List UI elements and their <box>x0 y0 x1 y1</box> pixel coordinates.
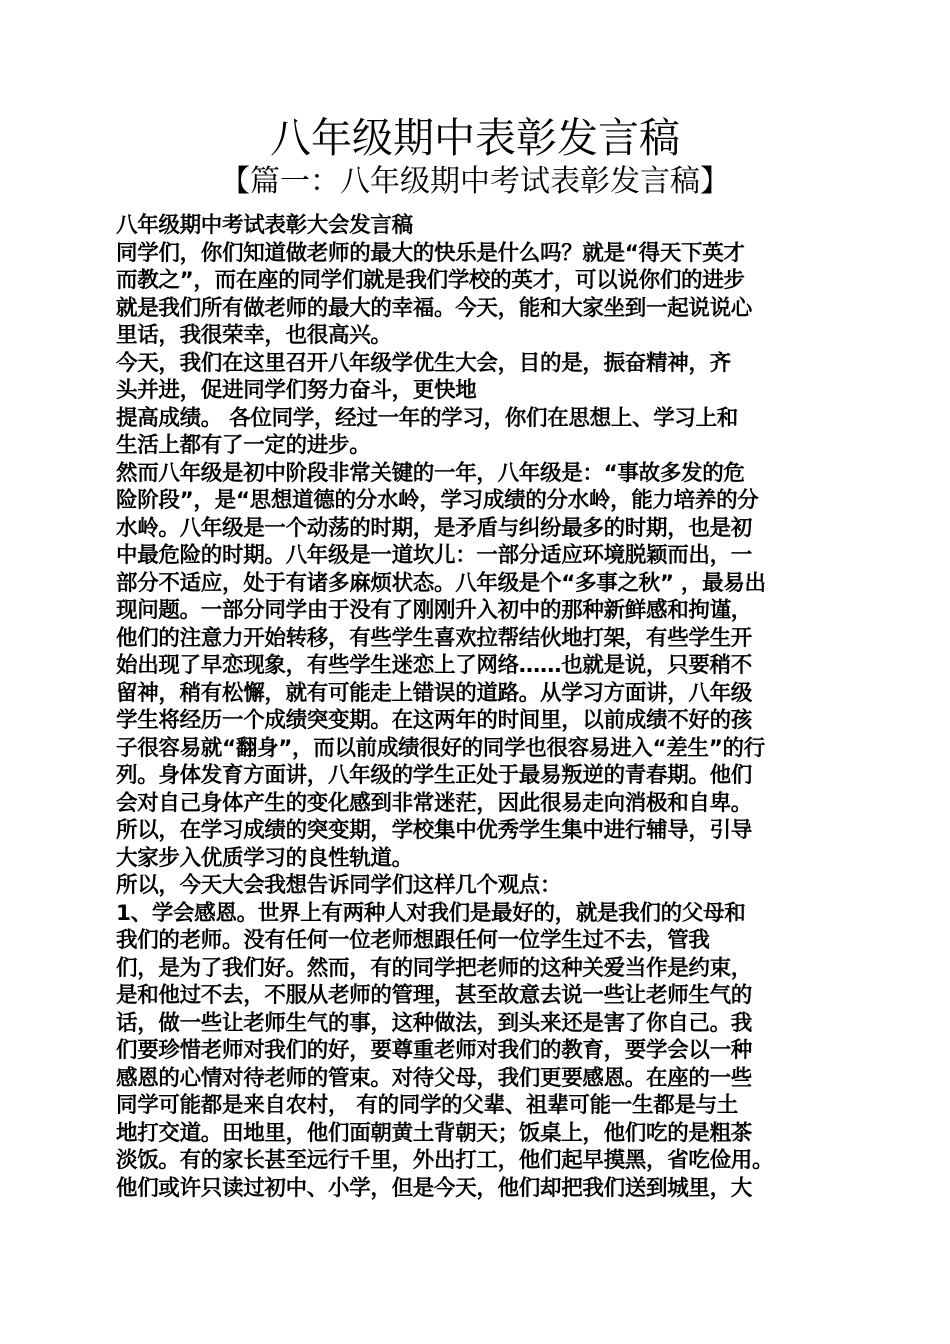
body-text-line: 始出现了早恋现象，有些学生迷恋上了网络……也就是说，只要稍不 <box>116 653 753 678</box>
body-text-line: 我们的老师。没有任何一位老师想跟任何一位学生过不去，管我 <box>116 928 710 953</box>
body-text-line: 水岭。八年级是一个动荡的时期，是矛盾与纠纷最多的时期，也是初 <box>116 515 753 541</box>
body-text-line: 险阶段”，是“思想道德的分水岭，学习成绩的分水岭，能力培养的分 <box>116 488 759 513</box>
body-text-line: 会对自己身体产生的变化感到非常迷茫，因此很易走向消极和自卑。 <box>116 790 753 816</box>
body-text-line: 同学们，你们知道做老师的最大的快乐是什么吗？就是“得天下英才 <box>116 240 745 266</box>
body-text-line: 同学可能都是来自农村， 有的同学的父辈、祖辈可能一生都是与土 <box>116 1093 738 1118</box>
body-text-line: 提高成绩。 各位同学，经过一年的学习，你们在思想上、学习上和 <box>116 405 738 431</box>
body-text-line: 所以，在学习成绩的突变期，学校集中优秀学生集中进行辅导，引导 <box>116 818 753 843</box>
body-text-line: 他们或许只读过初中、小学，但是今天，他们却把我们送到城里，大 <box>116 1175 753 1201</box>
body-text-line: 现问题。一部分同学由于没有了刚刚升入初中的那种新鲜感和拘谨， <box>116 598 753 623</box>
body-text-line: 是和他过不去，不服从老师的管理，甚至故意去说一些让老师生气的 <box>116 983 753 1008</box>
body-text-line: 部分不适应，处于有诸多麻烦状态。八年级是个“多事之秋” ，最易出 <box>116 570 766 596</box>
body-text-line: 们，是为了我们好。然而，有的同学把老师的这种关爱当作是约束， <box>116 955 753 981</box>
body-text-line: 们要珍惜老师对我们的好，要尊重老师对我们的教育，要学会以一种 <box>116 1038 753 1063</box>
body-text-line: 他们的注意力开始转移，有些学生喜欢拉帮结伙地打架，有些学生开 <box>116 625 753 651</box>
body-text-line: 头并进，促进同学们努力奋斗，更快地 <box>116 378 477 403</box>
body-text-line: 然而八年级是初中阶段非常关键的一年，八年级是：“事故多发的危 <box>116 460 745 486</box>
body-text-line: 所以，今天大会我想告诉同学们这样几个观点： <box>116 873 562 898</box>
body-text-line: 学生将经历一个成绩突变期。在这两年的时间里，以前成绩不好的孩 <box>116 708 753 733</box>
document-body <box>116 212 846 1202</box>
document-subtitle: 【篇一：八年级期中考试表彰发言稿】 <box>220 164 730 199</box>
body-text-line: 感恩的心情对待老师的管束。对待父母，我们更要感恩。在座的一些 <box>116 1065 753 1091</box>
body-text-line: 列。身体发育方面讲，八年级的学生正处于最易叛逆的青春期。他们 <box>116 763 753 788</box>
body-text-line: 话，做一些让老师生气的事，这种做法，到头来还是害了你自己。我 <box>116 1010 753 1036</box>
body-text-line: 里话，我很荣幸，也很高兴。 <box>116 323 392 348</box>
body-text-line: 而教之”，而在座的同学们就是我们学校的英才，可以说你们的进步 <box>116 268 745 293</box>
body-text-line: 1、学会感恩。世界上有两种人对我们是最好的，就是我们的父母和 <box>116 900 746 926</box>
body-text-line: 留神，稍有松懈，就有可能走上错误的道路。从学习方面讲，八年级 <box>116 680 753 706</box>
body-text-line: 地打交道。田地里，他们面朝黄土背朝天；饭桌上，他们吃的是粗茶 <box>116 1120 753 1146</box>
document-title: 八年级期中表彰发言稿 <box>270 114 680 162</box>
body-text-line: 就是我们所有做老师的最大的幸福。今天，能和大家坐到一起说说心 <box>116 295 753 321</box>
body-text-line: 淡饭。有的家长甚至远行千里，外出打工，他们起早摸黑，省吃俭用。 <box>116 1148 774 1173</box>
body-text-line: 子很容易就“翻身”，而以前成绩很好的同学也很容易进入“差生”的行 <box>116 735 765 761</box>
section-heading-line: 八年级期中考试表彰大会发言稿 <box>116 213 413 238</box>
body-text-line: 生活上都有了一定的进步。 <box>116 433 371 458</box>
body-text-line: 中最危险的时期。八年级是一道坎儿：一部分适应环境脱颖而出，一 <box>116 543 753 568</box>
body-text-line: 大家步入优质学习的良性轨道。 <box>116 845 413 871</box>
body-text-line: 今天，我们在这里召开八年级学优生大会，目的是，振奋精神，齐 <box>116 350 731 376</box>
